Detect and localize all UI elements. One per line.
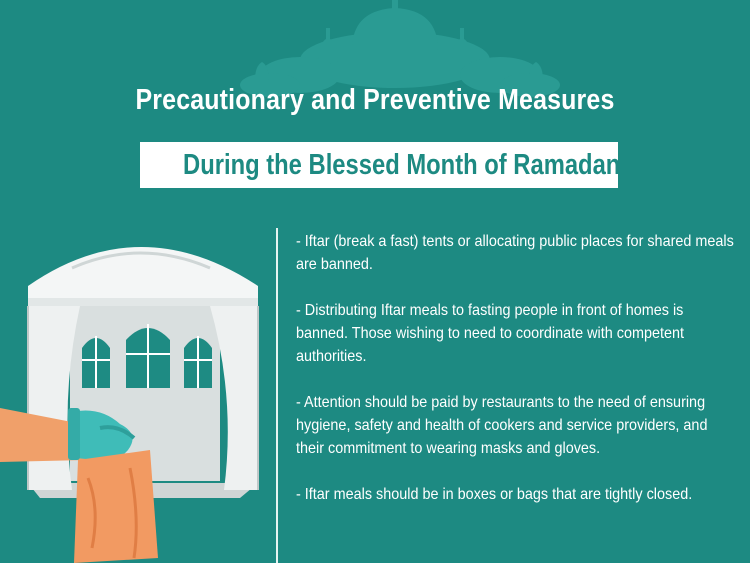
list-item: - Iftar meals should be in boxes or bags that are tightly closed. — [296, 486, 693, 503]
measures-list — [296, 230, 736, 529]
page-subtitle: During the Blessed Month of Ramadan — [183, 149, 621, 181]
list-item: - Iftar (break a fast) tents or allocating public places for shared meals are banned. — [296, 233, 734, 273]
tent-illustration — [0, 228, 280, 563]
subtitle-banner — [140, 142, 621, 188]
list-item: - Attention should be paid by restaurants to the need of ensuring hygiene, safety and health of cookers and service providers, and their commitment to wearing masks and gloves. — [296, 394, 708, 457]
page-title: Precautionary and Preventive Measures — [135, 84, 615, 116]
list-item: - Distributing Iftar meals to fasting people in front of homes is banned. Those wishing to need to coordinate with competent authorities. — [296, 302, 684, 365]
vertical-divider — [276, 228, 278, 563]
paper-bag-icon — [74, 450, 158, 563]
